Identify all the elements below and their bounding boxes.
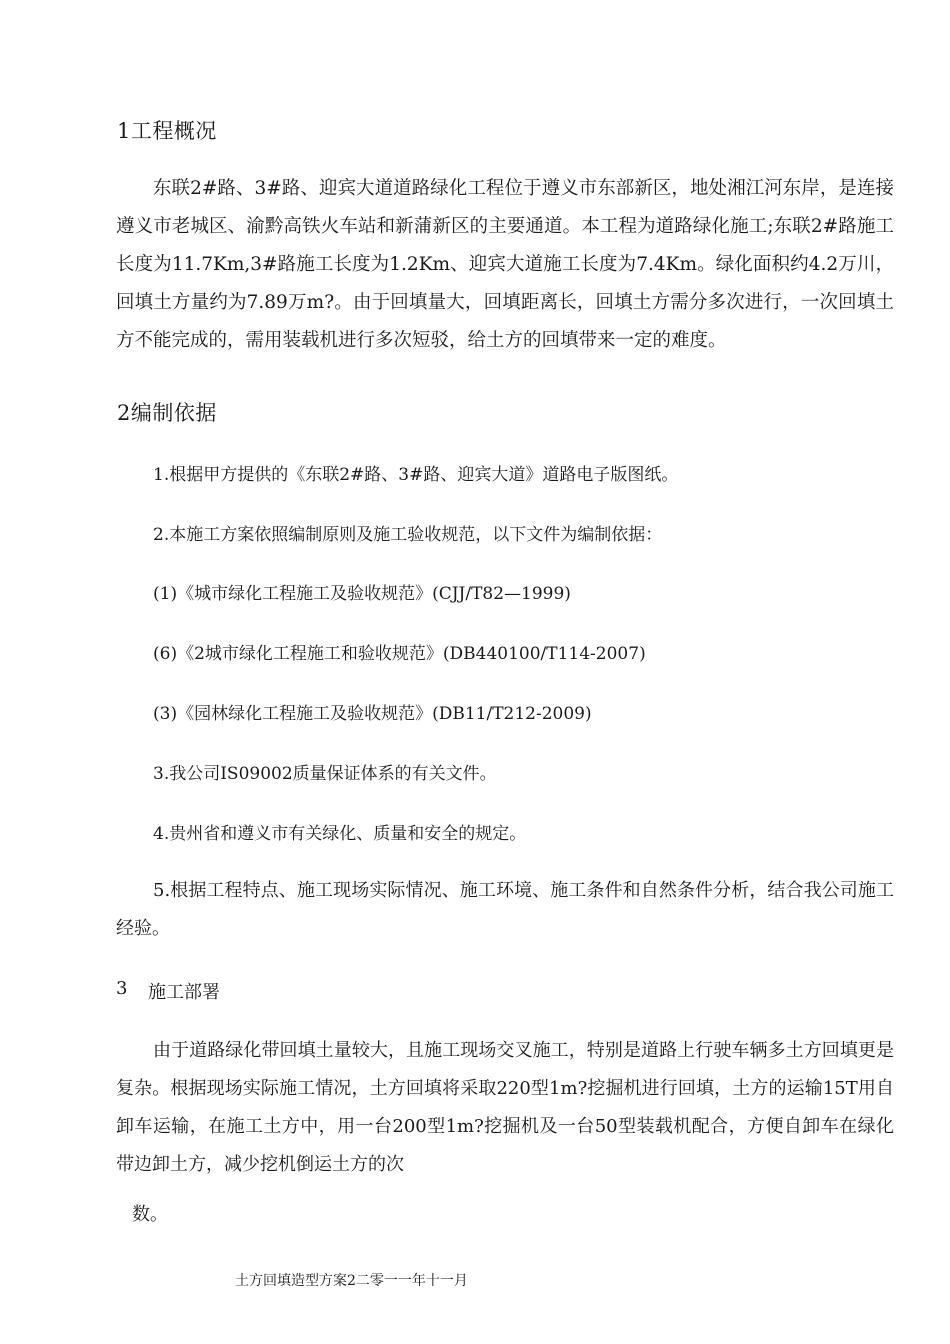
section-1-paragraph: 东联2#路、3#路、迎宾大道道路绿化工程位于遵义市东部新区，地处湘江河东岸，是连接遵义市老城区、渝黔高铁火车站和新蒲新区的主要通道。本工程为道路绿化施工;东联2#路施工长度为11.7Km,3#路施工长度为1.2Km、迎宾大道施工长度为7.4Km。绿化面积约4.2万川，回填土方量约为7.89万m?。由于回填量大，回填距离长，回填土方需分多次进行，一次回填土方不能完成的，需用装载机进行多次短驳，给土方的回填带来一定的难度。 (116, 178, 894, 351)
basis-item-5: 5.根据工程特点、施工现场实际情况、施工环境、施工条件和自然条件分析，结合我公司施工经验。 (116, 880, 894, 939)
basis-item-2: 2.本施工方案依照编制原则及施工验收规范，以下文件为编制依据： (153, 525, 663, 545)
basis-subitem-1: (1)《城市绿化工程施工及验收规范》(CJJ/T82—1999) (153, 584, 571, 604)
section-3-title: 施工部署 (148, 982, 220, 1003)
section-1-heading: 1工程概况 (117, 119, 217, 143)
section-2-heading: 2编制依据 (117, 401, 217, 425)
page-footer: 土方回填造型方案2二零一一年十一月 (235, 1273, 468, 1289)
basis-item-3: 3.我公司IS09002质量保证体系的有关文件。 (153, 764, 497, 784)
basis-item-1: 1.根据甲方提供的《东联2#路、3#路、迎宾大道》道路电子版图纸。 (153, 465, 679, 485)
section-3-paragraph: 由于道路绿化带回填土量较大，且施工现场交叉施工，特别是道路上行驶车辆多土方回填更是复杂。根据现场实际施工情况，土方回填将采取220型1m?挖掘机进行回填，土方的运输15T用自卸车运输，在施工土方中，用一台200型1m?挖掘机及一台50型装载机配合，方便自卸车在绿化带边卸土方，减少挖机倒运土方的次 (116, 1040, 894, 1175)
section-3-paragraph-tail: 数。 (132, 1204, 168, 1225)
section-3-number: 3 (116, 978, 128, 999)
basis-subitem-2: (6)《2城市绿化工程施工和验收规范》(DB440100/T114-2007) (153, 644, 646, 664)
basis-item-4: 4.贵州省和遵义市有关绿化、质量和安全的规定。 (153, 824, 527, 844)
basis-subitem-3: (3)《园林绿化工程施工及验收规范》(DB11/T212-2009) (153, 704, 592, 724)
